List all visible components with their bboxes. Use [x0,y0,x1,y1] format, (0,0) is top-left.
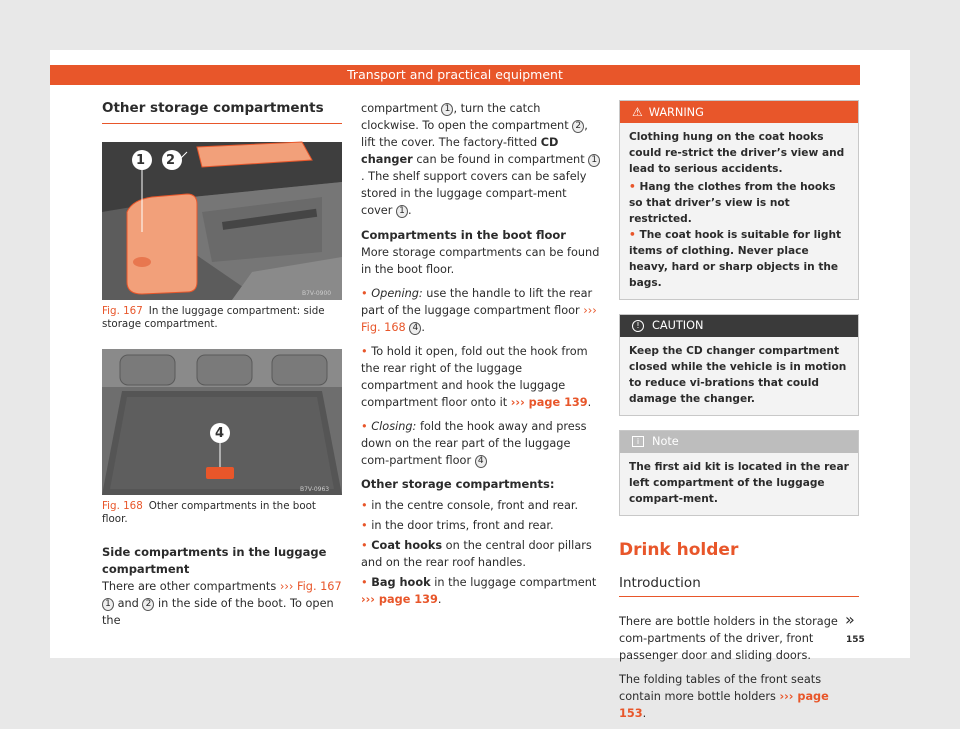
text-run: The coat hook is suitable for light items of clothing. Never place heavy, hard or sharp objects in the bags. [629,229,842,289]
text-run: , lift the cover. The factory-fitted [361,119,588,149]
page-139-link[interactable]: ››› page 139 [361,593,438,606]
intro-paragraph-1: There are bottle holders in the storage com-partments of the driver, front passenger door and sliding doors. [619,615,838,662]
fig167-marker-2: 2 [166,153,176,168]
compartment-paragraph [361,100,601,219]
bullet: • [361,539,368,552]
warning-text: Clothing hung on the coat hooks could re-strict the driver’s view and lead to serious accidents. [629,131,845,175]
marker-2: 2 [142,598,154,611]
text-run: in the centre console, front and rear. [371,499,579,512]
intro-paragraph-2 [619,671,859,722]
figure-167-caption-text: In the luggage compartment: side storage compartment. [102,305,325,330]
caution-title: CAUTION [652,319,704,332]
other-compartments-heading: Other storage compartments: [361,477,555,491]
text-run: , turn the catch clockwise. To open the compartment [361,102,569,132]
warning-body [620,123,858,299]
warning-title: WARNING [648,106,704,119]
caution-box [619,314,859,416]
figure-168-label: Fig. 168 [102,500,143,512]
text-run: . [587,396,592,409]
figure-168-code: B7V-0963 [300,486,330,493]
figure-168-caption [102,500,342,526]
coat-hooks-term: Coat hooks [371,539,443,552]
drink-holder-title: Drink holder [619,540,739,560]
fig-168-link[interactable]: ››› Fig. 168 [361,304,597,334]
side-compartments-heading: Side compartments in the luggage compartment [102,545,327,576]
side-compartments-text [102,578,342,629]
text-run: in the side of the boot. To open the [102,597,334,627]
warning-header [620,101,858,123]
bullet: • [361,420,368,433]
text-run: use the handle to lift the rear part of the luggage compartment floor [361,287,593,317]
fig167-marker-1: 1 [136,153,146,168]
caution-icon: ! [632,320,644,332]
text-run: can be found in compartment [412,153,585,166]
figure-167 [102,142,342,300]
note-title: Note [652,435,679,448]
text-run: in the luggage compartment [430,576,597,589]
text-run: and [117,597,139,610]
text-run: on the central door pillars and on the rear roof handles. [361,539,592,569]
page-153-link[interactable]: ››› page 153 [619,690,829,720]
marker-4: 4 [409,322,421,335]
warning-triangle-icon: ⚠ [632,105,643,119]
hold-open-item [361,343,601,411]
middle-column [361,100,601,615]
note-body: The first aid kit is located in the rear left compartment of the luggage compart-ment. [629,461,849,505]
note-box [619,430,859,516]
other-item-3 [361,537,601,571]
figure-168 [102,349,342,495]
figure-167-caption [102,305,342,331]
marker-1: 1 [441,103,453,116]
boot-floor-heading: Compartments in the boot floor [361,228,566,242]
figure-167-code: B7V-0900 [302,290,332,297]
opening-item [361,285,601,336]
fig-167-link[interactable]: ››› Fig. 167 [279,580,342,593]
caution-body: Keep the CD changer compartment closed while the vehicle is in motion to reduce vi-brations that could damage the changer. [629,345,847,405]
marker-1: 1 [102,598,114,611]
marker-1: 1 [588,154,600,167]
left-column [102,100,342,636]
closing-item [361,418,601,469]
cd-changer-term: CD changer [361,136,559,166]
section-title: Other storage compartments [102,100,342,124]
figure-167-label: Fig. 167 [102,305,143,317]
figure-168-caption-text: Other compartments in the boot floor. [102,500,316,525]
bullet: • [361,345,368,358]
bag-hook-term: Bag hook [371,576,431,589]
text-run: . [437,593,442,606]
marker-2: 2 [572,120,584,133]
marker-4: 4 [475,455,487,468]
text-run: fold the hook away and press down on the rear part of the luggage com-partment floor [361,420,587,467]
warning-bullet-2 [629,227,850,291]
opening-label: Opening: [371,287,423,300]
warning-box [619,100,859,300]
bullet: • [361,576,368,589]
text-run: . The shelf support covers can be safely stored in the luggage compart-ment cover [361,170,587,217]
text-run: There are other compartments [102,580,280,593]
text-run: To hold it open, fold out the hook from the rear right of the luggage compartment and hook the luggage compartment floor onto it [361,345,588,409]
closing-label: Closing: [371,420,417,433]
bullet: • [629,229,636,241]
fig168-marker-4: 4 [215,426,225,441]
continue-marker: » [845,610,855,629]
page-header: Transport and practical equipment [50,65,860,85]
text-run: . [421,321,425,334]
other-item-1 [361,497,601,514]
text-run: compartment [361,102,438,115]
figure-168-image [102,349,342,495]
bullet: • [361,519,368,532]
right-column [619,100,859,729]
page-139-link[interactable]: ››› page 139 [510,396,588,409]
bullet: • [629,181,636,193]
note-header [620,431,858,453]
marker-1: 1 [396,205,408,218]
page-number: 155 [846,635,865,645]
text-run: Hang the clothes from the hooks so that driver’s view is not restricted. [629,181,836,225]
note-icon: i [632,436,644,447]
text-run: . [408,204,412,217]
other-item-2 [361,517,601,534]
bullet: • [361,499,368,512]
text-run: in the door trims, front and rear. [371,519,554,532]
text-run: The folding tables of the front seats contain more bottle holders [619,673,822,703]
warning-bullet-1 [629,179,850,227]
introduction-title: Introduction [619,575,859,597]
text-run: . [642,707,647,720]
other-item-4 [361,574,601,608]
boot-floor-text: More storage compartments can be found in the boot floor. [361,246,600,276]
bullet: • [361,287,368,300]
caution-header [620,315,858,337]
